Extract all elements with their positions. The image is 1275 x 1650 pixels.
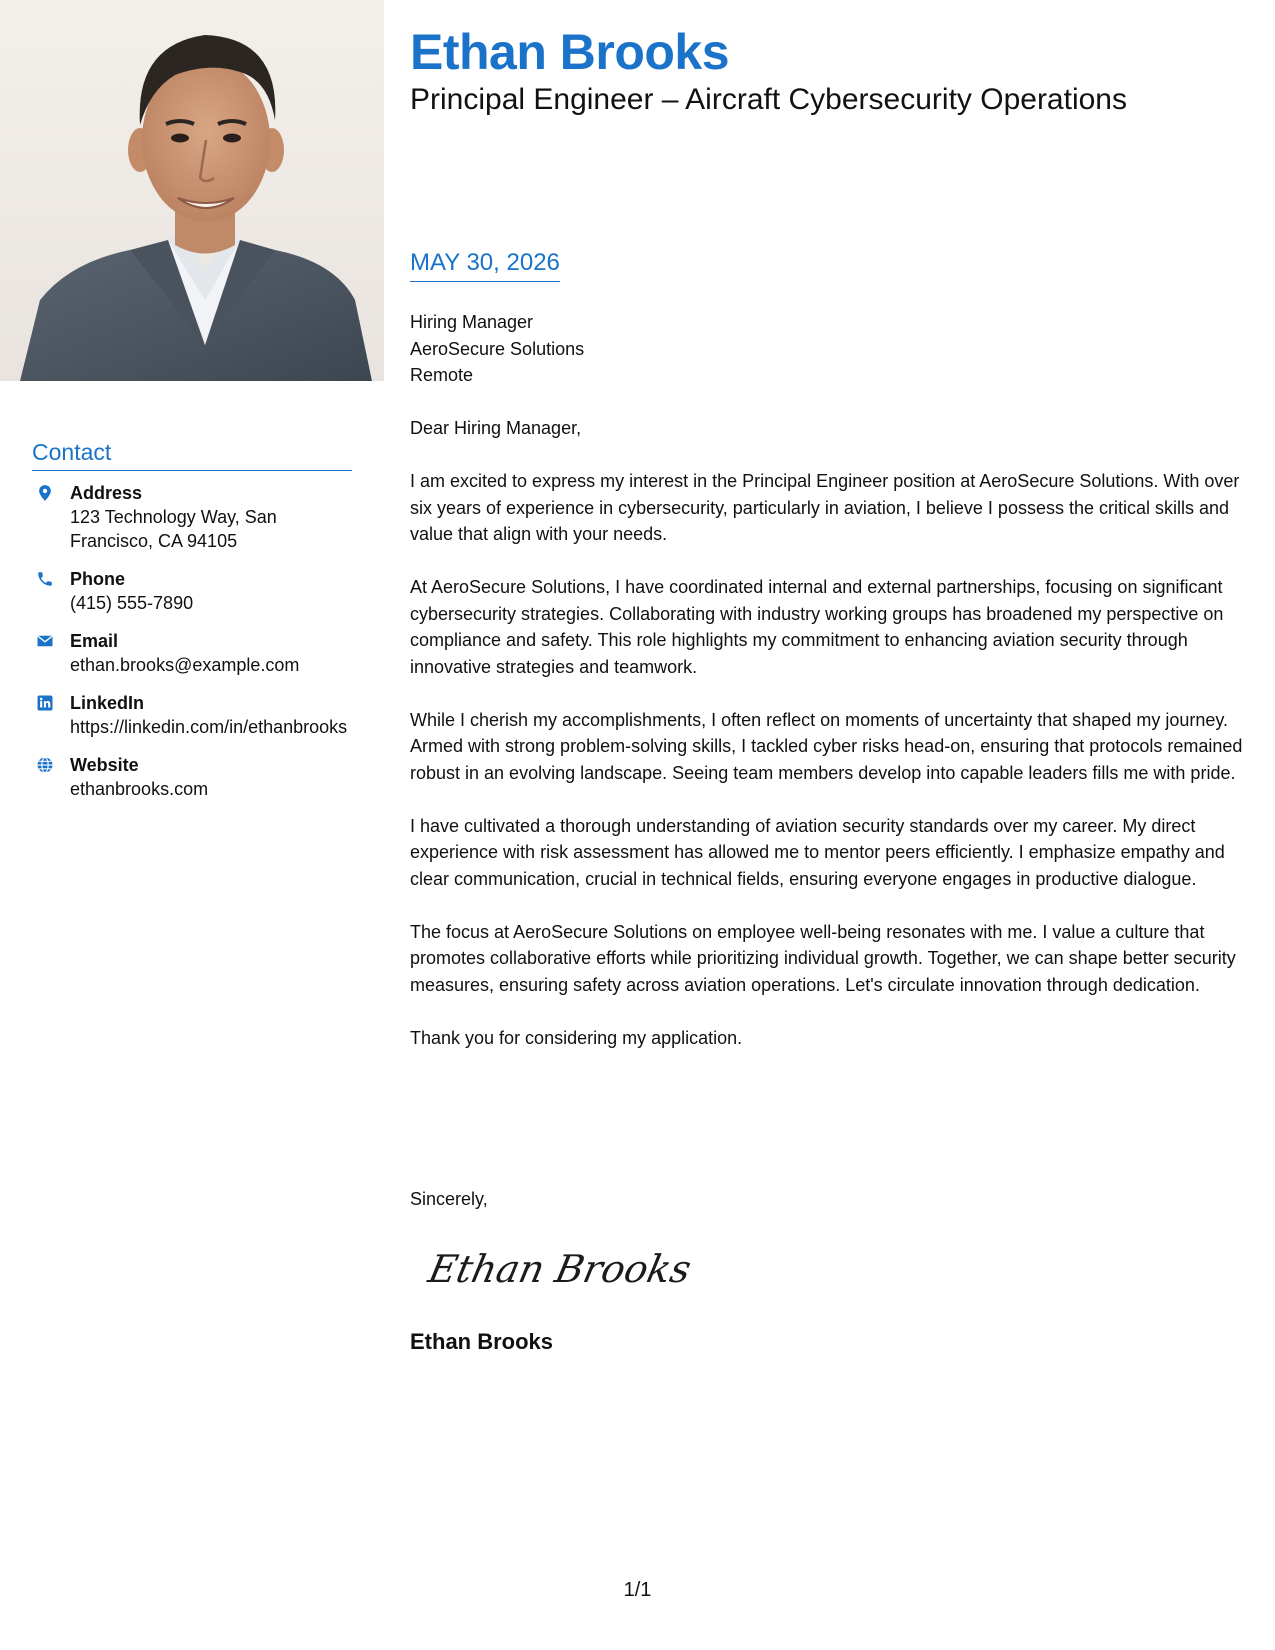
paragraph-5: The focus at AeroSecure Solutions on employee well-being resonates with me. I value a culture that promotes collaborative efforts while prioritizing individual growth. Together, we can shape better security measures, ensuring safety across aviation operations. Let's circulate innovation through dedication. bbox=[410, 921, 1236, 995]
recipient-block bbox=[410, 309, 584, 389]
linkedin-value[interactable]: https://linkedin.com/in/ethanbrooks bbox=[70, 717, 348, 737]
contact-item-linkedin bbox=[32, 691, 352, 739]
paragraph-1: I am excited to express my interest in the Principal Engineer position at AeroSecure Solutions. With over six years of experience in cybersecurity, particularly in aviation, I believe I possess the critical skills and value that align with your needs. bbox=[410, 471, 1240, 544]
letter-date: MAY 30, 2026 bbox=[410, 248, 560, 282]
contact-heading: Contact bbox=[32, 438, 352, 471]
portrait-photo bbox=[0, 0, 384, 381]
contact-list bbox=[32, 481, 352, 801]
address-value: 123 Technology Way, San Francisco, CA 94105 bbox=[70, 507, 277, 551]
phone-value[interactable]: (415) 555-7890 bbox=[70, 593, 194, 613]
contact-item-email bbox=[32, 629, 352, 677]
contact-item-address bbox=[32, 481, 352, 553]
email-value[interactable]: ethan.brooks@example.com bbox=[70, 655, 300, 675]
salutation: Dear Hiring Manager, bbox=[410, 418, 582, 438]
location-pin-icon bbox=[36, 484, 54, 502]
phone-label: Phone bbox=[70, 569, 126, 589]
contact-item-website bbox=[32, 753, 352, 801]
address-label: Address bbox=[70, 483, 143, 503]
paragraph-4: I have cultivated a thorough understanding of aviation security standards over my career. My direct experience with risk assessment has allowed me to mentor peers efficiently. I emphasize empathy and clear communication, crucial in technical fields, ensuring everyone engages in productive dialogue. bbox=[410, 815, 1225, 889]
website-label: Website bbox=[70, 755, 139, 775]
linkedin-icon bbox=[36, 694, 54, 712]
page-number: 1/1 bbox=[623, 1579, 652, 1601]
paragraph-2: At AeroSecure Solutions, I have coordinated internal and external partnerships, focusing on significant cybersecurity strategies. Collaborating with industry working groups has broadened my perspective on compliance and safety. This role highlights my commitment to enhancing aviation security through innovative strategies and teamwork. bbox=[410, 577, 1224, 677]
letter-body bbox=[410, 415, 1245, 1078]
recipient-company: AeroSecure Solutions bbox=[410, 338, 585, 359]
website-value[interactable]: ethanbrooks.com bbox=[70, 779, 209, 799]
contact-item-phone bbox=[32, 567, 352, 615]
date-block bbox=[410, 248, 560, 282]
paragraph-6: Thank you for considering my application. bbox=[410, 1027, 743, 1048]
globe-icon bbox=[36, 756, 54, 774]
job-title: Principal Engineer – Aircraft Cybersecurity Operations bbox=[410, 83, 1127, 116]
linkedin-label: LinkedIn bbox=[70, 693, 145, 713]
signature-text: Ethan Brooks bbox=[424, 1247, 695, 1292]
paragraph-3: While I cherish my accomplishments, I often reflect on moments of uncertainty that shaped my journey. Armed with strong problem-solving skills, I tackled cyber risks head-on, ensuring that protocols remained robust in an evolving landscape. Seeing team members develop into capable leaders fills me with pride. bbox=[410, 709, 1243, 783]
envelope-icon bbox=[36, 632, 54, 650]
contact-sidebar bbox=[32, 438, 352, 815]
applicant-name: Ethan Brooks bbox=[410, 24, 730, 80]
recipient-title: Hiring Manager bbox=[410, 312, 534, 332]
profile-photo bbox=[0, 0, 384, 381]
signer-name: Ethan Brooks bbox=[410, 1329, 554, 1354]
closing: Sincerely, bbox=[410, 1189, 488, 1209]
phone-icon bbox=[36, 570, 54, 588]
email-label: Email bbox=[70, 631, 119, 651]
handwritten-signature bbox=[424, 1238, 695, 1298]
recipient-location: Remote bbox=[410, 365, 474, 385]
letter-header bbox=[410, 22, 1245, 118]
